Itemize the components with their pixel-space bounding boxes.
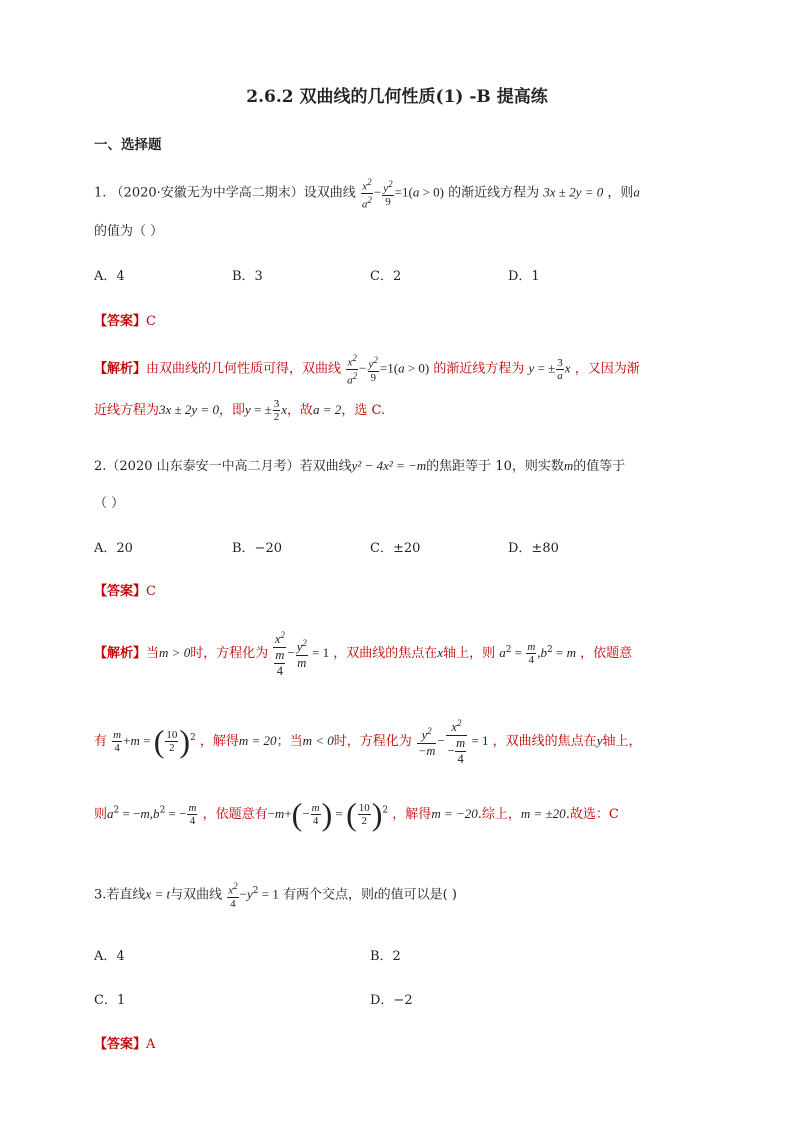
q1-an2b: 3x ± 2y = 0 [159, 402, 219, 417]
q3-var: t [373, 886, 378, 902]
q2-a4: ，双曲线的焦点在 [333, 646, 438, 662]
q2-var: m [563, 458, 574, 473]
q2-a2: m > 0 [159, 645, 191, 661]
q2-frac-y2-negm: $\frac{y^2}{-m}$ [417, 726, 436, 759]
q2-answer-tag: 【答案】 [94, 584, 147, 599]
q2-b2: ，解得 [199, 734, 239, 750]
q3-line1: 3.若直线x = t与双曲线 $\frac{x^2}{4}$ $-y^2 = 1$ 有两个交点，则t的值可以是( ) [94, 881, 457, 910]
q2-answer-value: C [146, 584, 156, 599]
q2-frac-m4: $\frac{m}{4}$ [527, 641, 536, 667]
q2-b3: m = 20 [238, 733, 277, 749]
q1-option-c: C．2 [370, 269, 402, 284]
q1-an2f: ，选 C. [341, 403, 386, 418]
q2-line1 [94, 455, 625, 474]
q2-frac-m4-b: $\frac{m}{4}$ [113, 729, 122, 755]
section-heading: 一、选择题 [94, 137, 162, 153]
q2-option-a: A．20 [94, 541, 133, 556]
q1-an1b: 的渐近线方程为 [433, 361, 525, 377]
q2-text1: （2020 山东泰安一中高二月考）若双曲线 [106, 459, 352, 474]
q2-text2: 的焦距等于 10，则实数 [426, 459, 564, 474]
q3-option-a: A．4 [94, 949, 125, 964]
q2-b1: 有 [94, 734, 108, 750]
page-title: 2.6.2 双曲线的几何性质(1) -B 提高练 [246, 87, 548, 107]
q1-option-a: A．4 [94, 269, 125, 284]
q2-line2: （ ） [94, 496, 125, 511]
q2-c3: ，解得 [392, 807, 432, 822]
q1-an1a: 由双曲线的几何性质可得，双曲线 [146, 361, 342, 377]
q1-an-frac-32: $\frac{3}{2}$ [273, 398, 280, 423]
q2-answer [94, 580, 156, 599]
q2-frac-x2-negm4: $x^2$ − $\frac{m}{4}$ [446, 718, 466, 767]
q3-frac-x2-4: $\frac{x^2}{4}$ [228, 881, 238, 910]
q2-analysis-line1: 【解析】当m > 0时，方程化为 $\frac{x^2}{\frac{m}{4}}$ − $\frac{y^2}{m}$ = 1 ，双曲线的焦点在x轴上，则 $a^2$ = $\frac{m}{4}$ $,b^2 = m$ ，依题意 [94, 630, 633, 679]
q3-answer-tag: 【答案】 [94, 1037, 147, 1052]
q1-option-d: D．1 [508, 269, 540, 284]
q2-a3: 时，方程化为 [190, 646, 269, 662]
q2-a1: 当 [146, 646, 160, 662]
q3-answer [94, 1033, 155, 1052]
q2-number: 2. [94, 459, 107, 474]
q2-frac-10-2: $\frac{10}{2}$ [166, 729, 178, 755]
q1-var: a [633, 184, 640, 200]
q2-b5: m < 0 [302, 733, 334, 749]
q2-text3: 的值等于 [573, 459, 626, 474]
q1-an2a: 近线方程为 [94, 403, 160, 418]
q2-frac-m4-c: $\frac{m}{4}$ [188, 802, 197, 827]
q1-tail: ，则 [607, 185, 634, 201]
q2-b4: ；当 [276, 734, 303, 750]
q3-option-c: C．1 [94, 993, 126, 1008]
q3-answer-value: A [146, 1037, 156, 1052]
q1-an-frac-3a: $\frac{3}{a}$ [557, 356, 563, 382]
q2-equation: y² − 4x² = −m [351, 458, 427, 473]
q1-analysis-line2: 近线方程为3x ± 2y = 0，即y = ± $\frac{3}{2}$ x，故a = 2，选 C. [94, 398, 386, 423]
q2-b6: 时，方程化为 [333, 734, 412, 750]
q2-frac-y2-m: $\frac{y^2}{m}$ [296, 638, 307, 671]
q2-b9: 轴上， [602, 734, 642, 750]
q2-c7: .故选：C [565, 807, 619, 822]
q3-option-b: B．2 [370, 949, 401, 964]
q1-analysis-tag: 【解析】 [94, 361, 147, 377]
q1-analysis-line1: 【解析】由双曲线的几何性质可得，双曲线 $\frac{x^2}{a^2}$ − $\frac{y^2}{9}$ =1(a > 0) 的渐近线方程为 y = ± $\frac{3}{a}$ x ，又因为渐 [94, 353, 640, 387]
q1-frac-y29: $\frac{y^2}{9}$ [383, 179, 393, 208]
q1-condition: 的渐近线方程为 [448, 185, 540, 201]
q2-b8: y [596, 733, 603, 749]
q2-frac-m4-d: $\frac{m}{4}$ [311, 802, 320, 827]
q1-line1: 1. （2020·安徽无为中学高二期末）设双曲线 $\frac{x^2}{a^2}$ − $\frac{y^2}{9}$ =1(a > 0) 的渐近线方程为 3x ± 2y = 0 ，则a [94, 177, 640, 211]
q1-an2c: ，即 [218, 403, 245, 418]
q2-c2: ，依题意有 [202, 807, 268, 822]
q3-text1: 若直线 [106, 887, 146, 903]
q2-analysis-line3: 则$a^2 = -m,b^2$ = − $\frac{m}{4}$ ，依题意有−m+(− $\frac{m}{4}$ ) = ( $\frac{10}{2}$ )$^2$ ，解得m = −20.综上，m = ±20.故选：C [94, 796, 619, 832]
q2-a7: ，依题意 [580, 646, 633, 662]
q2-option-d: D．±80 [508, 541, 559, 556]
q1-number: 1. [94, 185, 107, 201]
q1-an2e: a = 2 [313, 402, 342, 417]
q1-frac-x2a2: $\frac{x^2}{a^2}$ [361, 177, 372, 211]
q2-frac-10-2-b: $\frac{10}{2}$ [358, 802, 370, 827]
q1-asymptote-eq: 3x ± 2y = 0 [543, 184, 604, 200]
q1-answer-tag: 【答案】 [94, 314, 147, 329]
q1-an2d: ，故 [287, 403, 314, 418]
q3-text2: 与双曲线 [170, 887, 223, 903]
q2-option-c: C．±20 [370, 541, 421, 556]
q2-a6: 轴上，则 [443, 646, 496, 662]
q2-frac-x2-m4: $\frac{x^2}{\frac{m}{4}}$ [274, 630, 285, 679]
q1-an-frac-x2a2: $\frac{x^2}{a^2}$ [347, 353, 358, 387]
q2-c5: .综上， [477, 807, 521, 822]
q1-line2: 的值为（ ） [94, 224, 164, 239]
q2-analysis-tag: 【解析】 [94, 646, 147, 662]
q1-option-b: B．3 [232, 269, 263, 284]
q2-b7: ，双曲线的焦点在 [492, 734, 597, 750]
q2-a5: x [437, 645, 444, 661]
q3-number: 3. [94, 887, 107, 903]
q2-c4: m = −20 [431, 806, 478, 821]
q3-text4: 的值可以是( ) [377, 887, 457, 903]
q3-option-d: D．−2 [370, 993, 413, 1008]
q1-answer-value: C [146, 314, 156, 329]
q1-an1c: ，又因为渐 [574, 361, 640, 377]
q2-c6: m = ±20 [520, 806, 566, 821]
q1-source: （2020·安徽无为中学高二期末）设双曲线 [110, 185, 356, 201]
q3-text3: 有两个交点，则 [282, 887, 374, 903]
q2-option-b: B．−20 [232, 541, 282, 556]
q1-answer [94, 310, 156, 329]
q2-c1: 则 [94, 807, 108, 822]
q1-an-frac-y29: $\frac{y^2}{9}$ [368, 355, 378, 384]
q2-analysis-line2: 有 $\frac{m}{4}$ +m = ( $\frac{10}{2}$ )$^2$ ，解得m = 20；当m < 0时，方程化为 $\frac{y^2}{-m}$ − $x^2$ − $\frac{m}{4}$ = 1 ，双曲线的焦点在y轴上， [94, 718, 642, 767]
q3-eq1: x = t [145, 886, 171, 902]
